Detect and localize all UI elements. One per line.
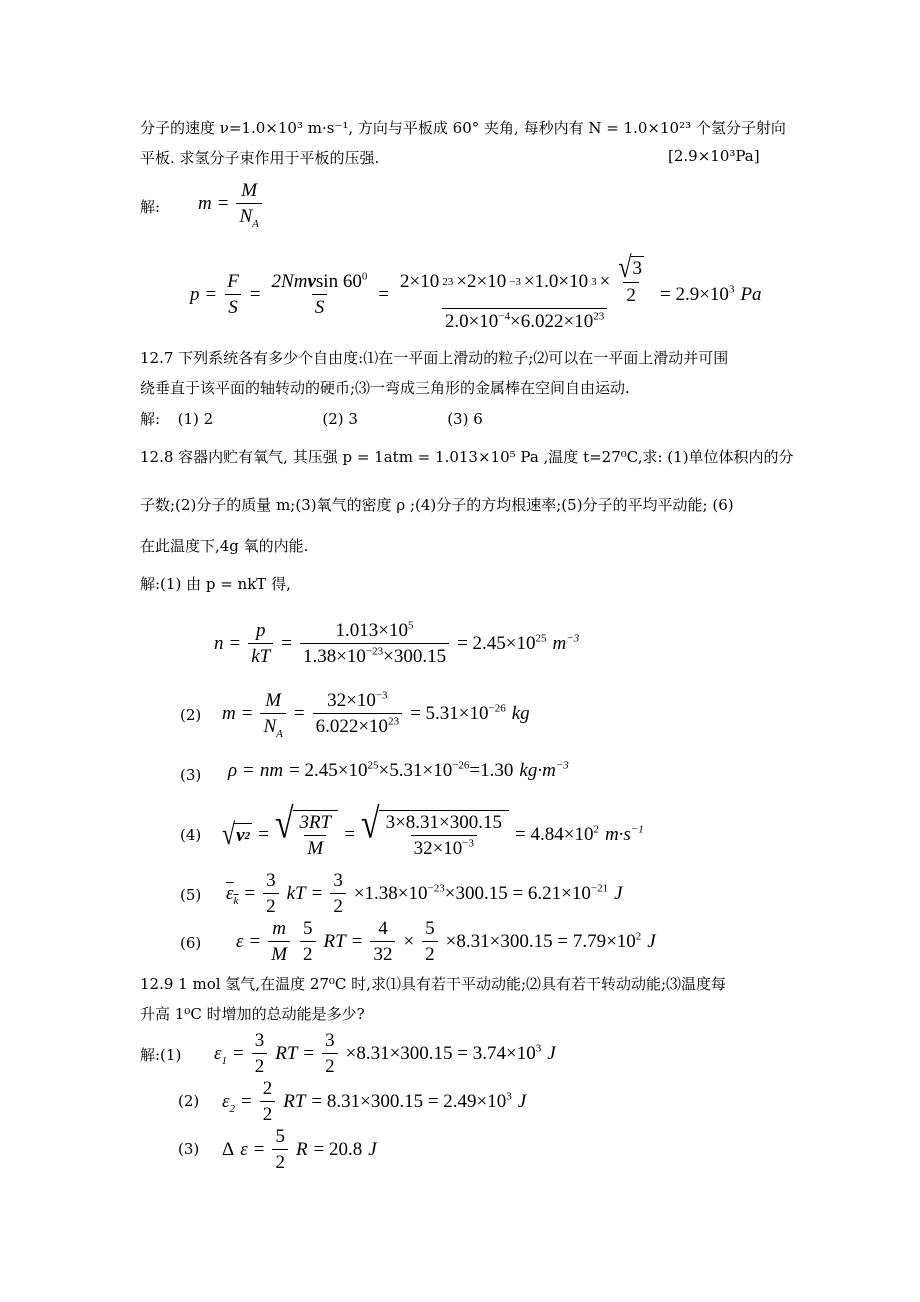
equation-mass-o2: m = $\frac{M}{N_A}$ = $\frac{32\times 10^{-3}}{6.022\times 10^{23}}$ = $5.31\times 10^{-26}$ kg xyxy=(222,689,530,740)
equation-delta-energy: Δ ε = $\frac{5}{2}$ R = 20.8 J xyxy=(222,1126,377,1173)
problem-12-6-line1: 分子的速度 ν=1.0×10³ m·s⁻¹, 方向与平板成 60° 夹角, 每秒内有 N = 1.0×10²³ 个氢分子射向 xyxy=(140,119,786,137)
answer-1: (1) 2 xyxy=(177,410,214,428)
problem-12-6-line2: 平板. 求氢分子束作用于平板的压强. xyxy=(140,149,380,167)
equation-translational-ke: $\varepsilon_1$ = $\frac{3}{2}$ RT = $\frac{3}{2}$ $\times 8.31\times 300.15 = 3.74\times 10^3$ J xyxy=(214,1030,556,1077)
equation-density: ρ = nm = $2.45\times 10^{25}\times 5.31\times 10^{-26}=1.30$ $kg\cdot m^{-3}$ xyxy=(228,759,569,781)
step2-label: (2) xyxy=(180,706,202,724)
problem-12-9-line2: 升高 1⁰C 时增加的总动能是多少? xyxy=(140,1005,365,1023)
equation-avg-kinetic: $\varepsilon_k$ = $\frac{3}{2}$ kT = $\frac{3}{2}$ $\times 1.38\times 10^{-23}\times 300.15 = 6.21\times 10^{-21}$ J xyxy=(226,870,623,917)
answer-3: (3) 6 xyxy=(447,410,483,428)
problem-12-8-line1: 12.8 容器内贮有氧气, 其压强 p = 1atm = 1.013×10⁵ Pa ,温度 t=27⁰C,求: (1)单位体积内的分 xyxy=(140,448,794,466)
problem-12-8-line2: 子数;(2)分子的质量 m;(3)氧气的密度 ρ ;(4)分子的方均根速率;(5)分子的平均平动能; (6) xyxy=(140,496,734,514)
answer-2: (2) 3 xyxy=(322,410,358,428)
problem-12-9-line1: 12.9 1 mol 氢气,在温度 27⁰C 时,求⑴具有若干平动动能;⑵具有若干转动动能;⑶温度每 xyxy=(140,975,727,993)
problem-12-6-solution-label: 解: xyxy=(140,198,161,216)
equation-rotational-ke: $\varepsilon_2$ = $\frac{2}{2}$ RT = $8.31\times 300.15 = 2.49\times 10^3$ J xyxy=(222,1078,527,1125)
equation-mass: m = $\frac{M}{N_A}$ xyxy=(198,180,264,228)
step3-label: (3) xyxy=(180,766,202,784)
problem-12-8-line3: 在此温度下,4g 氧的内能. xyxy=(140,537,309,555)
problem-12-7-line2: 绕垂直于该平面的轴转动的硬币;⑶一弯成三角形的金属棒在空间自由运动. xyxy=(140,379,630,397)
problem-12-7-solution: 解: (1) 2 (2) 3 (3) 6 xyxy=(140,410,483,428)
equation-pressure: p = $\frac{F}{S}$ = $\frac{2Nm\nu\sin 60^0}{S}$ = 2×10 23 ×2×10 −3 ×1.0×10 3 × √ 3 2 $2.0\times 10^{-4}\times 6.022\times 10^{23}$ = $2.9\times 10^3$ Pa xyxy=(190,251,762,332)
step6-label: (6) xyxy=(180,934,202,952)
step5-label: (5) xyxy=(180,886,202,904)
equation-rms-speed: √ ν 2 = √ $\frac{3RT}{M}$ = √ $\frac{3\times 8.31\times 300.15}{32\times 10^{-3}}$ = $4.84\times 10^2$ $m\cdot s^{-1}$ xyxy=(222,801,644,859)
equation-internal-energy: ε = $\frac{m}{M}$ $\frac{5}{2}$ RT = $\frac{4}{32}$ × $\frac{5}{2}$ $\times 8.31\times 300.15 = 7.79\times 10^2$ J xyxy=(236,918,656,965)
p129-step3-label: (3) xyxy=(178,1140,200,1158)
p129-step2-label: (2) xyxy=(178,1092,200,1110)
problem-12-8-solution-intro: 解:(1) 由 p = nkT 得, xyxy=(140,575,291,593)
problem-12-6-answer-ref: [2.9×10³Pa] xyxy=(668,147,760,165)
p129-step1-label: 解:(1) xyxy=(140,1046,182,1064)
equation-n: n = $\frac{p}{kT}$ = $\frac{1.013\times 10^5}{1.38\times 10^{-23}\times 300.15}$ = $2.45\times 10^{25}$ $m^{-3}$ xyxy=(214,619,580,667)
problem-12-7-line1: 12.7 下列系统各有多少个自由度:⑴在一平面上滑动的粒子;⑵可以在一平面上滑动并可围 xyxy=(140,349,729,367)
step4-label: (4) xyxy=(180,826,202,844)
